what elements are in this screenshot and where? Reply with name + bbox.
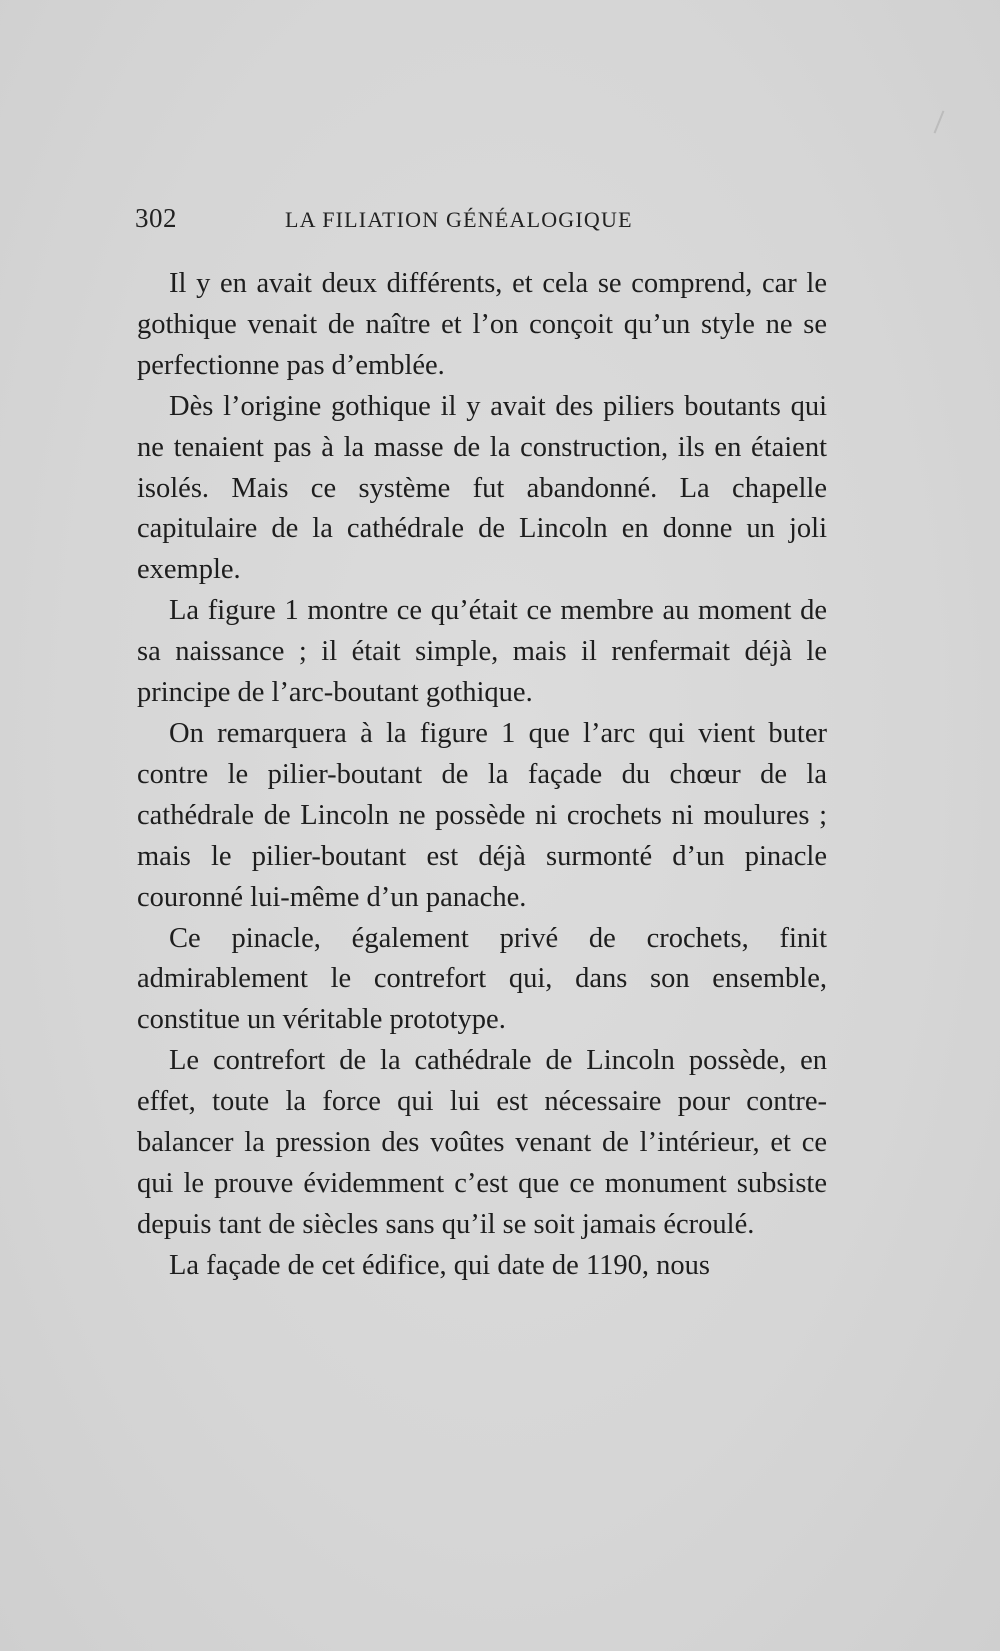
paragraph: La façade de cet édifice, qui date de 1190, nous [169, 1249, 710, 1281]
paragraph: La figure 1 montre ce qu’était ce membre au moment de sa naissance ; il était simple, mais il renfermait déjà le principe de l’arc-boutant gothique. [137, 595, 827, 709]
paragraph: Il y en avait deux différents, et cela se comprend, car le gothique venait de naître et l’on conçoit qu’un style ne se perfectionne pas d’emblée. [137, 268, 827, 381]
paragraph: Ce pinacle, également privé de crochets, finit admirablement le contrefort qui, dans son ensemble, constitue un véritable prototype. [137, 922, 827, 1036]
running-title: LA FILIATION GÉNÉALOGIQUE [285, 207, 633, 232]
paragraph: On remarquera à la figure 1 que l’arc qui vient buter contre le pilier-boutant de la façade du chœur de la cathédrale de Lincoln ne possède ni crochets ni moulures ; mais le pilier-boutant est déjà surmonté d’un pinacle couronné lui-même d’un panache. [137, 717, 827, 913]
paragraph: Dès l’origine gothique il y avait des piliers boutants qui ne tenaient pas à la masse de la construction, ils en étaient isolés. Mais ce système fut abandonné. La chapelle capitulaire de la cathédrale de Lincoln en donne un joli exemple. [137, 390, 827, 586]
paragraph: Le contrefort de la cathédrale de Lincoln possède, en effet, toute la force qui lui est nécessaire pour contre-balancer la pression des voûtes venant de l’intérieur, et ce qui le prouve évidemment c’est que ce monument subsiste depuis tant de siècles sans qu’il se soit jamais écroulé. [137, 1045, 827, 1240]
body-text [137, 264, 827, 1287]
running-head [135, 203, 825, 239]
paper-mark [934, 110, 945, 133]
page-number: 302 [135, 203, 177, 233]
